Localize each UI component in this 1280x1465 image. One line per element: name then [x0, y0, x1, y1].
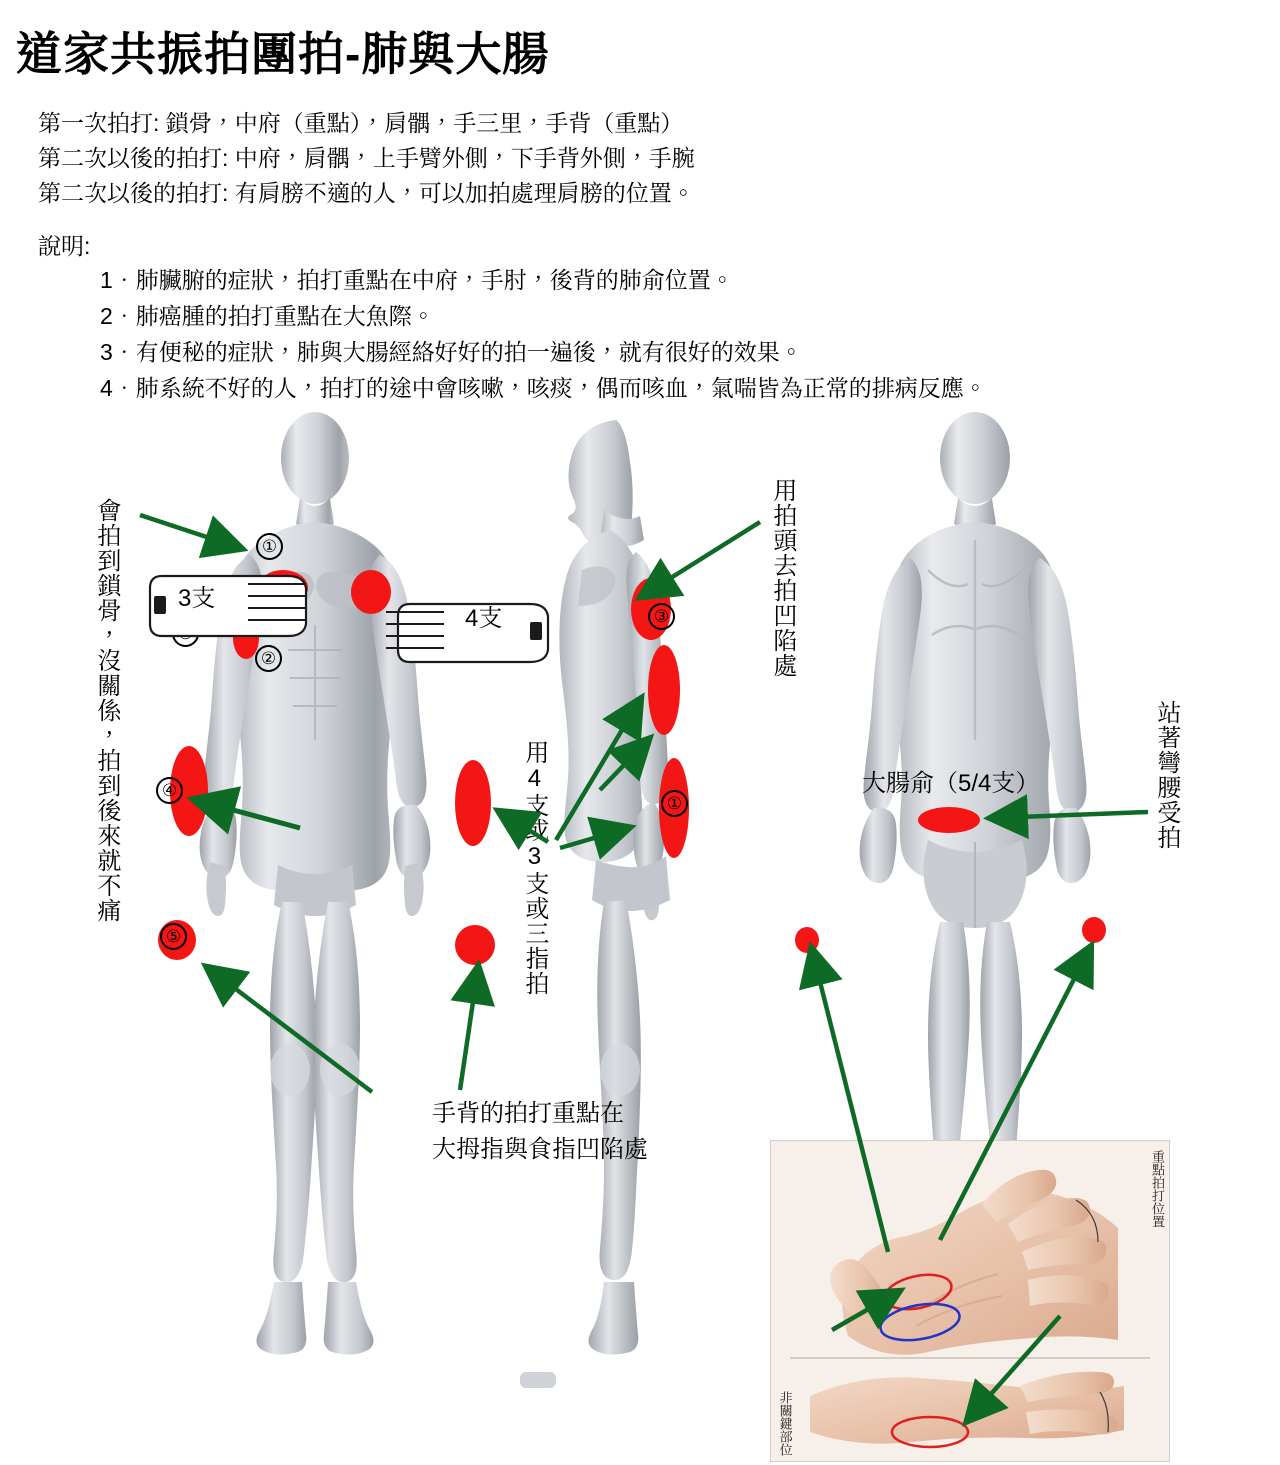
marker-front-2: ②	[255, 645, 282, 672]
note-item-1: 1．肺臟腑的症狀，拍打重點在中府，手肘，後背的肺俞位置。	[100, 267, 734, 293]
instruction-line-2: 第二次以後的拍打: 中府，肩髃，上手臂外側，下手背外側，手腕	[38, 145, 695, 171]
page-title: 道家共振拍團拍-肺與大腸	[16, 28, 550, 80]
marker-side-1: ①	[661, 790, 688, 817]
hand-panel-label-nonkey: 非關鍵部位	[777, 1391, 793, 1456]
annotation-side-use-head: 用拍頭去拍凹陷處	[768, 478, 796, 678]
marker-side-3: ③	[648, 603, 675, 630]
annotation-side-use-fingers: 用4支或3支或三指拍	[520, 740, 548, 996]
notes-label: 說明:	[38, 233, 91, 259]
marker-front-5: ⑤	[160, 923, 187, 950]
tool-right-label: 4支	[465, 605, 503, 632]
note-item-3: 3．有便秘的症狀，肺與大腸經絡好好的拍一遍後，就有很好的效果。	[100, 339, 803, 365]
annotation-left-clavicle: 會拍到鎖骨，沒關係，拍到後來就不痛	[92, 498, 120, 923]
marker-front-1: ①	[256, 533, 283, 560]
annotation-back-dachangshu-label: 大腸俞（5/4支）	[862, 770, 1040, 797]
instruction-line-3: 第二次以後的拍打: 有肩膀不適的人，可以加拍處理肩膀的位置。	[38, 180, 695, 206]
hand-panel-label-key: 重點拍打位置	[1150, 1150, 1165, 1228]
marker-front-4: ④	[156, 777, 183, 804]
instruction-line-1: 第一次拍打: 鎖骨，中府（重點），肩髃，手三里，手背（重點）	[38, 110, 684, 136]
tool-left-label: 3支	[178, 585, 216, 612]
annotation-hand-focus-line1: 手背的拍打重點在	[432, 1100, 624, 1127]
annotation-back-standing: 站著彎腰受拍	[1152, 700, 1180, 850]
note-item-2: 2．肺癌腫的拍打重點在大魚際。	[100, 303, 435, 329]
annotation-hand-focus-line2: 大拇指與食指凹陷處	[432, 1136, 648, 1163]
note-item-4: 4．肺系統不好的人，拍打的途中會咳嗽，咳痰，偶而咳血，氣喘皆為正常的排病反應。	[100, 375, 987, 401]
